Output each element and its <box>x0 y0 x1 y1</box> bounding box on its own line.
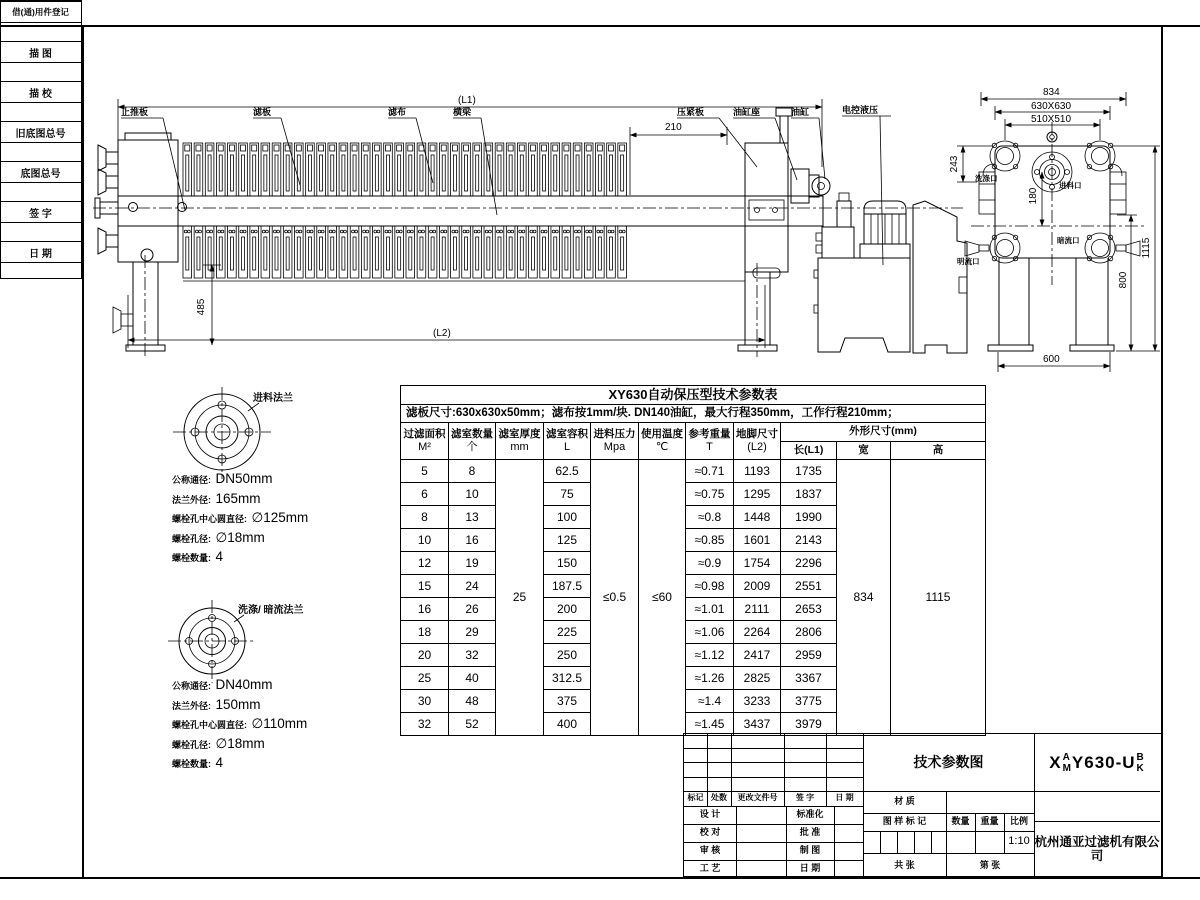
param-cell: ≈0.71 <box>686 460 734 483</box>
column-subheader: 高 <box>891 441 986 460</box>
spec-value: ∅18mm <box>215 735 265 751</box>
param-cell: 125 <box>544 529 591 552</box>
wash-flange-title: 洗涤/ 暗流法兰 <box>238 605 304 616</box>
column-header: 过滤面积 M² <box>401 423 449 460</box>
param-cell: 15 <box>401 575 449 598</box>
rev-header: 标记 <box>687 793 704 803</box>
table-title: XY630自动保压型技术参数表 <box>401 386 986 405</box>
right-leg <box>738 263 777 357</box>
wash-port-label: 洗涤口 <box>975 174 998 183</box>
param-cell: 1837 <box>781 483 837 506</box>
param-cell: 24 <box>449 575 496 598</box>
column-header: 滤室数量 个 <box>449 423 496 460</box>
filter-press-side-view <box>85 55 975 375</box>
param-cell: ≈1.01 <box>686 598 734 621</box>
pressing-plate <box>745 108 792 278</box>
param-cell: 3979 <box>781 713 837 736</box>
param-cell: 32 <box>449 644 496 667</box>
margin-label: 描 图 <box>0 41 82 63</box>
spec-label: 公称通径: <box>172 681 211 691</box>
param-cell: 10 <box>449 483 496 506</box>
filter-plate-label: 滤板 <box>253 107 272 117</box>
param-cell: 834 <box>837 460 891 736</box>
filter-press-end-view <box>945 80 1175 375</box>
rev-header: 签 字 <box>795 793 815 803</box>
param-cell: 40 <box>449 667 496 690</box>
spec-value: 165mm <box>215 490 261 506</box>
margin-label: 日 期 <box>0 241 82 263</box>
spec-label: 螺栓孔径: <box>172 739 211 750</box>
margin-label-column <box>0 0 82 279</box>
param-cell: 2143 <box>781 529 837 552</box>
param-cell: 100 <box>544 506 591 529</box>
param-cell: 52 <box>449 713 496 736</box>
wash-flange-specs <box>172 676 392 774</box>
param-cell: 29 <box>449 621 496 644</box>
param-cell: 187.5 <box>544 575 591 598</box>
param-cell: 13 <box>449 506 496 529</box>
svg-text:1115: 1115 <box>1141 237 1152 259</box>
param-cell: 2296 <box>781 552 837 575</box>
param-cell: 225 <box>544 621 591 644</box>
press-plate-label: 压紧板 <box>677 107 705 117</box>
param-cell: 1735 <box>781 460 837 483</box>
column-subheader: 宽 <box>837 441 891 460</box>
param-cell: 1193 <box>734 460 781 483</box>
param-cell: 2417 <box>734 644 781 667</box>
drawing-title: 技术参数图 <box>913 754 984 771</box>
sig-label: 审 核 <box>699 845 721 856</box>
param-cell: 1601 <box>734 529 781 552</box>
material-label: 材 质 <box>894 796 915 807</box>
spec-value: 4 <box>215 549 223 564</box>
param-cell: 25 <box>496 460 544 736</box>
param-cell: 62.5 <box>544 460 591 483</box>
feed-flange-title: 进料法兰 <box>253 393 293 404</box>
company-name: 杭州通亚过滤机有限公司 <box>1034 835 1160 863</box>
beam-label: 横梁 <box>453 107 472 117</box>
electric-hydraulic-label: 电控液压 <box>842 105 879 115</box>
sig-label: 日 期 <box>799 863 821 874</box>
dim-210 <box>630 122 727 195</box>
sig-label: 设 计 <box>699 809 721 820</box>
model-variant: K <box>1136 762 1144 774</box>
end-body <box>979 132 1126 258</box>
scale-label: 比例 <box>1009 816 1028 827</box>
scale-value: 1:10 <box>1008 835 1030 848</box>
param-cell: ≈0.9 <box>686 552 734 575</box>
spec-value: ∅18mm <box>215 529 265 545</box>
spec-label: 公称通径: <box>172 475 211 485</box>
dim-L2 <box>128 285 765 348</box>
svg-text:485: 485 <box>196 298 207 316</box>
dim-485 <box>196 265 221 345</box>
cylinder-label: 油缸 <box>791 107 810 117</box>
param-cell: 2653 <box>781 598 837 621</box>
column-header: 参考重量 T <box>686 423 734 460</box>
spec-label: 螺栓数量: <box>172 759 211 769</box>
model-prefix: X <box>1049 752 1062 772</box>
svg-text:600: 600 <box>1043 354 1060 365</box>
rev-header: 更改文件号 <box>737 793 778 803</box>
param-cell: 3437 <box>734 713 781 736</box>
qty-label: 数量 <box>951 816 970 827</box>
model-variant: M <box>1062 762 1071 774</box>
spec-label: 螺栓数量: <box>172 553 211 563</box>
total-sheets-label: 共 张 <box>894 859 915 870</box>
frame-top <box>0 25 1200 27</box>
param-cell: 6 <box>401 483 449 506</box>
param-cell: 250 <box>544 644 591 667</box>
dark-flow-port-label: 暗流口 <box>1057 236 1080 245</box>
cylinder-seat-label: 油缸座 <box>733 107 761 117</box>
param-cell: 1115 <box>891 460 986 736</box>
param-cell: ≈1.12 <box>686 644 734 667</box>
param-cell: 1754 <box>734 552 781 575</box>
dim-180 <box>1028 172 1042 226</box>
param-cell: 75 <box>544 483 591 506</box>
left-leg <box>113 255 165 357</box>
param-cell: 312.5 <box>544 667 591 690</box>
param-row <box>401 460 986 483</box>
param-cell: 2111 <box>734 598 781 621</box>
sheet-no-label: 第 张 <box>979 859 1001 870</box>
param-cell: 20 <box>401 644 449 667</box>
param-cell: 5 <box>401 460 449 483</box>
param-cell: 2551 <box>781 575 837 598</box>
end-legs <box>988 258 1114 351</box>
frame-left <box>82 25 84 877</box>
param-cell: 1295 <box>734 483 781 506</box>
column-header: 滤室容积 L <box>544 423 591 460</box>
hydraulic-power-unit <box>814 193 910 352</box>
param-cell: 16 <box>449 529 496 552</box>
svg-text:510X510: 510X510 <box>1031 114 1072 125</box>
dim-800 <box>1117 215 1137 351</box>
svg-text:630X630: 630X630 <box>1031 101 1072 112</box>
svg-text:243: 243 <box>949 155 960 173</box>
param-cell: ≈0.8 <box>686 506 734 529</box>
spec-value: DN40mm <box>215 677 273 692</box>
param-cell: 150 <box>544 552 591 575</box>
svg-text:180: 180 <box>1028 187 1039 205</box>
mark-label: 图 样 标 记 <box>882 816 927 827</box>
model-variant: B <box>1136 751 1144 763</box>
filter-cloth-label: 滤布 <box>388 107 407 117</box>
column-header: 滤室厚度 mm <box>496 423 544 460</box>
spec-value: DN50mm <box>215 471 273 486</box>
param-cell: ≈0.75 <box>686 483 734 506</box>
table-body <box>401 460 986 736</box>
spec-value: 4 <box>215 755 223 770</box>
dim-510x510 <box>1005 114 1100 140</box>
rev-header: 日 期 <box>835 793 854 803</box>
column-group-header: 外形尺寸(mm) <box>781 423 986 442</box>
dim-1115 <box>1112 146 1160 351</box>
spec-label: 法兰外径: <box>172 700 211 711</box>
thrust-plate-label: 止推板 <box>121 107 149 117</box>
weight-label: 重量 <box>980 816 999 827</box>
margin-label: 借(通)用件登记 <box>0 1 82 23</box>
param-cell: 8 <box>449 460 496 483</box>
param-cell: 200 <box>544 598 591 621</box>
param-cell: 1448 <box>734 506 781 529</box>
title-block <box>683 733 1162 877</box>
svg-text:(L1): (L1) <box>458 95 476 106</box>
param-cell: 2825 <box>734 667 781 690</box>
table-header <box>401 423 986 460</box>
spec-label: 法兰外径: <box>172 494 211 505</box>
open-flow-port-label: 明流口 <box>957 257 980 266</box>
param-cell: 8 <box>401 506 449 529</box>
param-cell: 2009 <box>734 575 781 598</box>
param-cell: 375 <box>544 690 591 713</box>
feed-flange-specs <box>172 470 392 568</box>
technical-parameter-table <box>400 385 986 736</box>
param-cell: 48 <box>449 690 496 713</box>
svg-text:210: 210 <box>665 122 682 133</box>
sig-label: 校 对 <box>699 827 721 838</box>
spec-label: 螺栓孔中心圆直径: <box>172 720 247 730</box>
spec-label: 螺栓孔中心圆直径: <box>172 514 247 524</box>
param-cell: 3367 <box>781 667 837 690</box>
param-cell: 19 <box>449 552 496 575</box>
svg-text:834: 834 <box>1043 87 1060 98</box>
param-cell: ≈1.45 <box>686 713 734 736</box>
margin-label: 旧底图总号 <box>0 121 82 143</box>
column-header: 使用温度 ℃ <box>639 423 686 460</box>
feed-port-label: 进料口 <box>1059 181 1082 190</box>
param-cell: ≤0.5 <box>591 460 639 736</box>
column-header: 地脚尺寸 (L2) <box>734 423 781 460</box>
param-cell: 30 <box>401 690 449 713</box>
sig-label: 工 艺 <box>699 863 721 874</box>
param-cell: 2806 <box>781 621 837 644</box>
spec-value: 150mm <box>215 696 261 712</box>
margin-label: 签 字 <box>0 201 82 223</box>
param-cell: ≈0.85 <box>686 529 734 552</box>
param-cell: 10 <box>401 529 449 552</box>
param-cell: 25 <box>401 667 449 690</box>
column-header: 进料压力 Mpa <box>591 423 639 460</box>
svg-text:800: 800 <box>1118 271 1129 289</box>
dim-600 <box>998 352 1110 372</box>
model-variant: A <box>1062 751 1070 763</box>
sig-label: 制 图 <box>799 845 821 856</box>
spec-label: 螺栓孔径: <box>172 533 211 544</box>
param-cell: ≤60 <box>639 460 686 736</box>
param-cell: ≈0.98 <box>686 575 734 598</box>
param-cell: ≈1.4 <box>686 690 734 713</box>
svg-text:(L2): (L2) <box>433 328 451 339</box>
param-cell: 16 <box>401 598 449 621</box>
filter-plate-stack <box>183 143 626 278</box>
thrust-plate <box>95 133 178 262</box>
param-cell: 3775 <box>781 690 837 713</box>
param-cell: ≈1.26 <box>686 667 734 690</box>
param-cell: ≈1.06 <box>686 621 734 644</box>
param-cell: 2959 <box>781 644 837 667</box>
column-subheader: 长(L1) <box>781 441 837 460</box>
param-cell: 1990 <box>781 506 837 529</box>
param-cell: 3233 <box>734 690 781 713</box>
margin-label: 底图总号 <box>0 161 82 183</box>
spec-value: ∅125mm <box>251 510 309 525</box>
sig-label: 标准化 <box>796 809 824 820</box>
param-cell: 32 <box>401 713 449 736</box>
param-cell: 400 <box>544 713 591 736</box>
spec-value: ∅110mm <box>251 716 308 731</box>
table-subtitle: 滤板尺寸:630x630x50mm；滤布按1mm/块. DN140油缸，最大行程350mm，工作行程210mm； <box>401 405 986 423</box>
param-cell: 26 <box>449 598 496 621</box>
beam <box>118 196 823 226</box>
param-cell: 12 <box>401 552 449 575</box>
param-cell: 2264 <box>734 621 781 644</box>
param-cell: 18 <box>401 621 449 644</box>
margin-label: 描 校 <box>0 81 82 103</box>
model-code <box>1034 734 1160 791</box>
rev-header: 处数 <box>711 793 727 803</box>
model-mid: Y630-U <box>1071 752 1136 772</box>
sig-label: 批 准 <box>799 827 821 838</box>
